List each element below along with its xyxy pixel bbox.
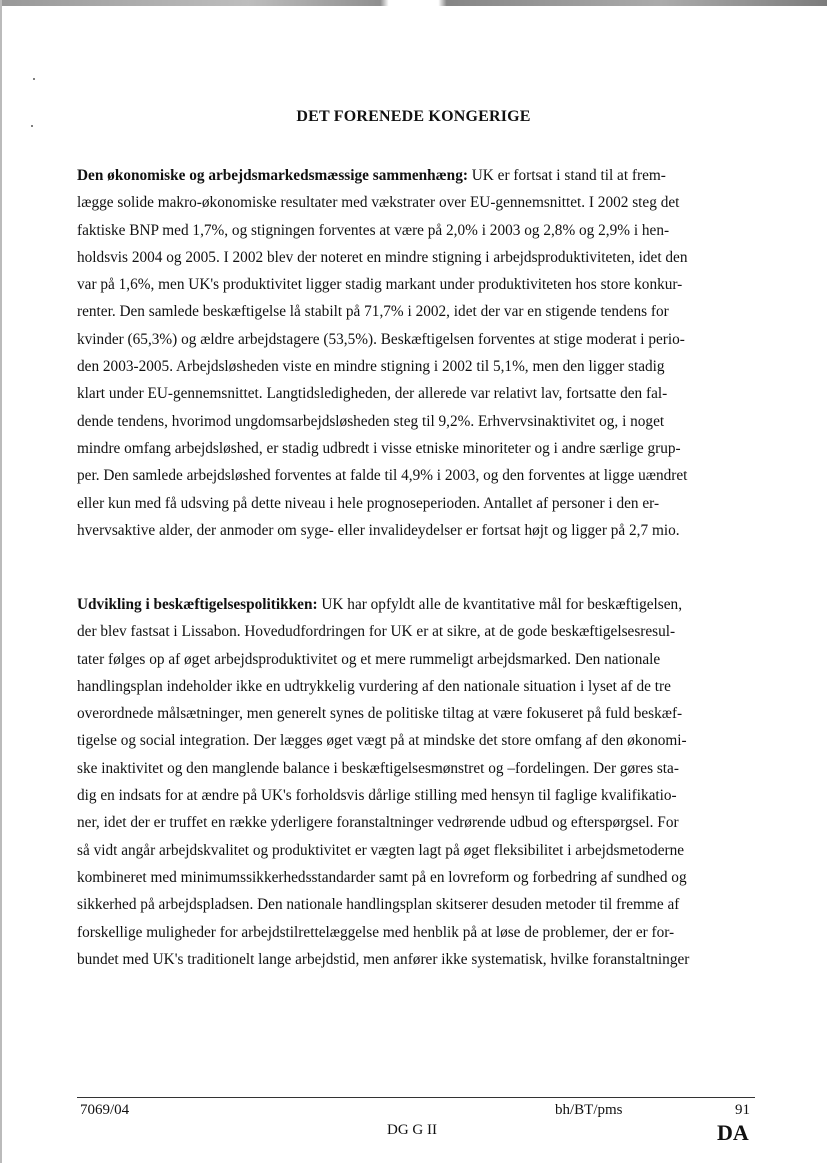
paragraph-line: handlingsplan indeholder ikke en udtrykkelig vurdering af den nationale situation i lyset af de tre <box>77 677 671 695</box>
paragraph-line: tater følges op af øget arbejdsproduktivitet og et mere rummeligt arbejdsmarked. Den nationale <box>77 650 661 668</box>
paragraph-line: ske inaktivitet og den manglende balance i beskæftigelsesmønstret og –fordelingen. Der gøres sta- <box>77 759 679 777</box>
paragraph-line: Udvikling i beskæftigelsespolitikken: UK har opfyldt alle de kvantitative mål for beskæftigelsen, <box>77 596 683 613</box>
footer-doc-ref: 7069/04 <box>80 1102 130 1118</box>
section-heading: Udvikling i beskæftigelsespolitikken: <box>77 596 318 613</box>
page-title: DET FORENEDE KONGERIGE <box>296 108 531 125</box>
paragraph-line: renter. Den samlede beskæftigelse lå stabilt på 71,7% i 2002, idet der var en stigende tendens for <box>77 303 669 321</box>
paragraph-line: dig en indsats for at ændre på UK's forholdsvis dårlige stilling med hensyn til faglige kvalifikatio- <box>77 787 677 805</box>
paragraph-line: forskellige muligheder for arbejdstilrettelæggelse med henblik på at løse de problemer, der er for- <box>77 923 675 941</box>
footer-divider <box>77 1097 755 1098</box>
paragraph-line: Den økonomiske og arbejdsmarkedsmæssige sammenhæng: UK er fortsat i stand til at frem- <box>77 167 666 184</box>
paragraph-line: tigelse og social integration. Der lægges øget vægt på at mindske det store omfang af den økonomi- <box>77 732 687 750</box>
paragraph-line: eller kun med få udsving på dette niveau i hele prognoseperioden. Antallet af personer i den er- <box>77 494 660 512</box>
paragraph-line: bundet med UK's traditionelt lange arbejdstid, men anfører ikke systematisk, hvilke foranstaltninger <box>77 950 690 968</box>
paragraph-line: dende tendens, hvorimod ungdomsarbejdsløsheden steg til 9,2%. Erhvervsinaktivitet og, i noget <box>77 412 665 430</box>
scan-edge-left <box>0 0 2 1163</box>
section-heading: Den økonomiske og arbejdsmarkedsmæssige sammenhæng: <box>77 167 468 184</box>
paragraph-line: per. Den samlede arbejdsløshed forventes at falde til 4,9% i 2003, og den forventes at ligge uændret <box>77 467 688 485</box>
paragraph-line: kvinder (65,3%) og ældre arbejdstagere (53,5%). Beskæftigelsen forventes at stige moderat i perio- <box>77 330 685 348</box>
paragraph-line: sikkerhed på arbejdspladsen. Den nationale handlingsplan skitserer desuden metoder til fremme af <box>77 896 680 914</box>
paragraph-line: mindre omfang arbejdsløshed, er stadig udbredt i visse etniske minoriteter og i andre særlige grup- <box>77 439 681 457</box>
paragraph-line: klart under EU-gennemsnittet. Langtidsledigheden, der allerede var relativt lav, fortsatte den fal- <box>77 385 668 403</box>
scan-speck <box>33 78 35 80</box>
paragraph-line: overordnede målsætninger, men generelt synes de politiske tiltag at være fokuseret på fuld beskæf- <box>77 705 683 723</box>
paragraph-line: var på 1,6%, men UK's produktivitet ligger stadig markant under produktiviteten hos store konkur- <box>77 276 683 294</box>
paragraph-line: holdsvis 2004 og 2005. I 2002 blev der noteret en mindre stigning i arbejdsproduktiviteten, idet den <box>77 248 688 266</box>
paragraph-line: hvervsaktive alder, der anmoder om syge- eller invalideydelser er fortsat højt og ligger på 2,7 mio. <box>77 521 680 539</box>
footer-directorate: DG G II <box>387 1122 437 1138</box>
section-employment-policy <box>77 591 751 973</box>
paragraph-line: den 2003-2005. Arbejdsløsheden viste en mindre stigning i 2002 til 5,1%, men den ligger stadig <box>77 358 665 376</box>
scan-edge-top <box>0 0 827 6</box>
paragraph-line: ner, idet der er truffet en række yderligere foranstaltninger vedrørende udbud og efterspørgsel. For <box>77 814 679 832</box>
paragraph-line: lægge solide makro-økonomiske resultater med vækstrater over EU-gennemsnittet. I 2002 steg det <box>77 194 680 212</box>
footer-language-code: DA <box>717 1120 749 1145</box>
paragraph-line: der blev fastsat i Lissabon. Hovedudfordringen for UK er at sikre, at de gode beskæftigelsesresul- <box>77 623 676 641</box>
section-economic-context <box>77 162 751 544</box>
paragraph-line: kombineret med minimumssikkerhedsstandarder samt på en lovreform og forbedring af sundhed og <box>77 868 687 886</box>
footer-page-number: 91 <box>735 1102 750 1118</box>
paragraph-line: så vidt angår arbejdskvalitet og produktivitet er vægten lagt på øget fleksibilitet i arbejdsmetoderne <box>77 841 685 859</box>
paragraph-line: faktiske BNP med 1,7%, og stigningen forventes at være på 2,0% i 2003 og 2,8% og 2,9% i hen- <box>77 221 670 239</box>
footer-initials: bh/BT/pms <box>555 1102 623 1118</box>
